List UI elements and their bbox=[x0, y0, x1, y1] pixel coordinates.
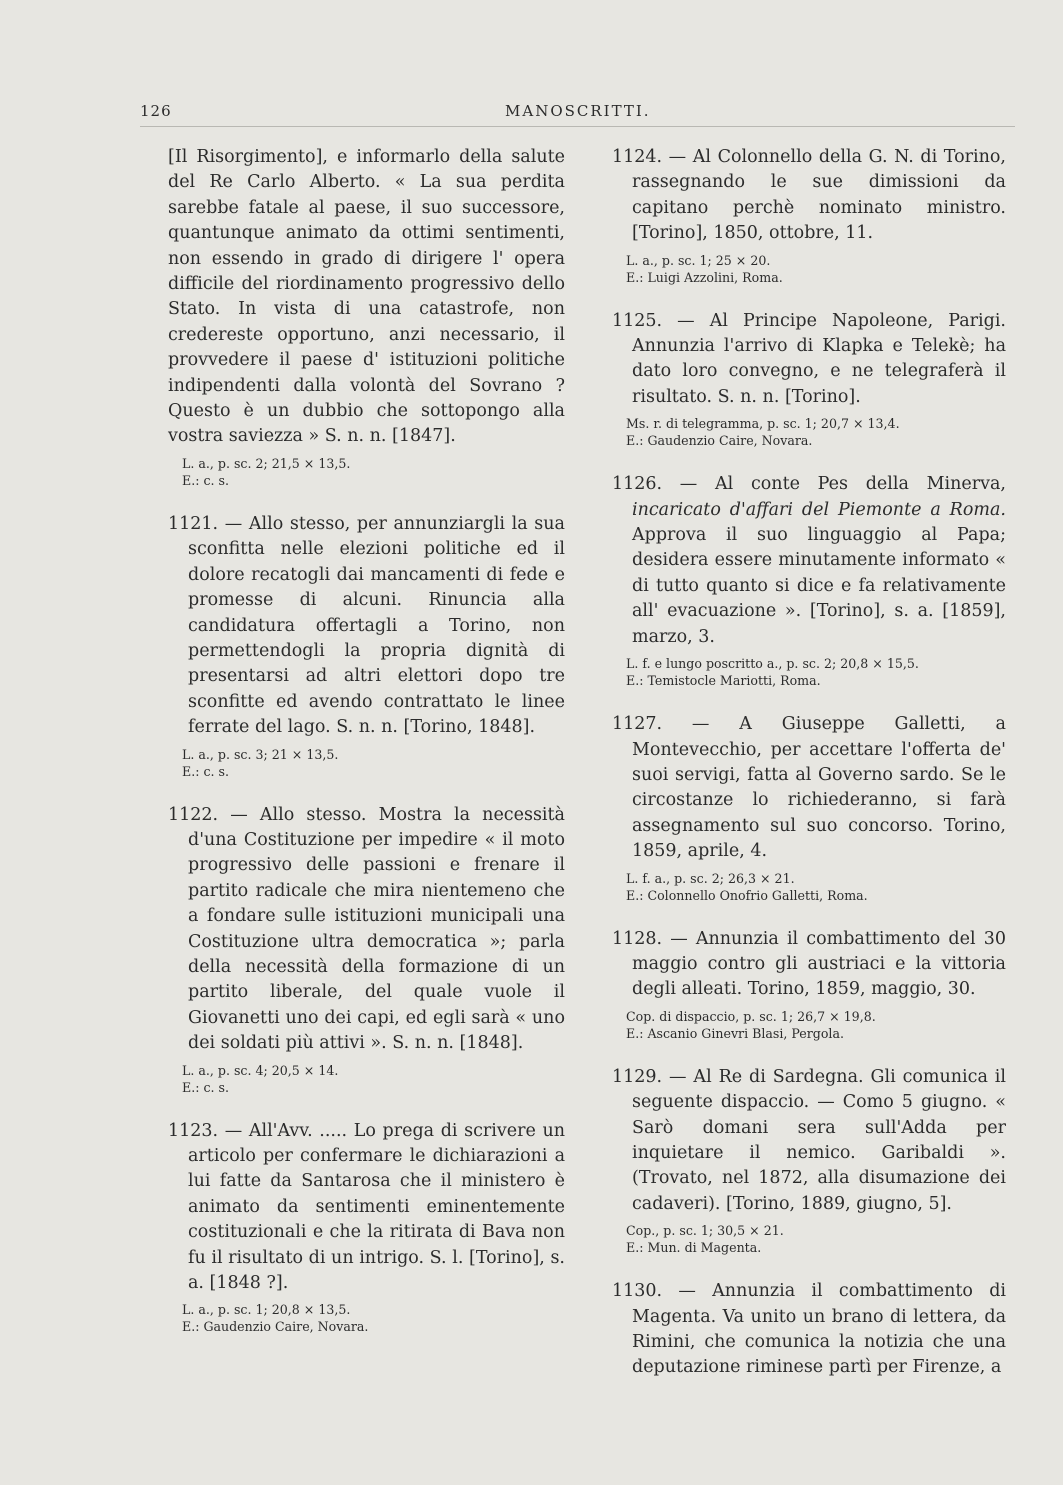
entry-1123 bbox=[168, 1119, 565, 1336]
entry-physical-description: L. a., p. sc. 1; 25 × 20. bbox=[626, 252, 771, 268]
running-title: MANOSCRITTI. bbox=[505, 102, 651, 120]
entry-physical-description: Ms. r. di telegramma, p. sc. 1; 20,7 × 13,4. bbox=[626, 416, 900, 432]
entry-1124 bbox=[612, 145, 1006, 286]
entry-text: 1124. — Al Colonnello della G. N. di Torino, rassegnando le sue dimissioni da capitano perchè nominato ministro. [Torino], 1850, ottobre, 11. bbox=[612, 147, 1006, 244]
entry-meta bbox=[626, 655, 1006, 689]
entry-1122 bbox=[168, 803, 565, 1096]
entry-text: [Il Risorgimento], e informarlo della salute del Re Carlo Alberto. « La sua perdita sarebbe fatale al paese, il suo successore, quantunque animato da ottimi sentimenti, non essendo in grado di dirigere l' opera difficile del riordinamento progressivo dello Stato. In vista di una catastrofe, non credereste opportuno, anzi necessario, il provvedere il paese d' istituzioni politiche indipendenti dalla volontà del Sovrano ? Questo è un dubbio che sottopongo alla vostra saviezza » S. n. n. [1847]. bbox=[168, 147, 565, 447]
entry-owner: E.: Luigi Azzolini, Roma. bbox=[626, 269, 783, 285]
entry-physical-description: L. f. e lungo poscritto a., p. sc. 2; 20,8 × 15,5. bbox=[626, 656, 919, 672]
entry-meta bbox=[182, 746, 565, 780]
entry-text: 1123. — All'Avv. ..... Lo prega di scrivere un articolo per confermare le dichiarazioni a lui fatte da Santarosa che il ministero è animato da sentimenti eminentemente costituzionali e che la ritirata di Bava non fu il risultato di un intrigo. S. l. [Torino], s. a. [1848 ?]. bbox=[168, 1120, 565, 1294]
entry-text: 1129. — Al Re di Sardegna. Gli comunica il seguente dispaccio. — Como 5 giugno. « Sarò domani sera sull'Adda per inquietare il nemico. Garibaldi ». (Trovato, nel 1872, alla disumazione dei cadaveri). [Torino, 1889, giugno, 5]. bbox=[612, 1066, 1006, 1214]
entry-text: 1130. — Annunzia il combattimento di Magenta. Va unito un brano di lettera, da Rimini, che comunica la notizia che una deputazione riminese partì per Firenze, a bbox=[612, 1281, 1006, 1378]
entry-meta bbox=[626, 1008, 1006, 1042]
entry-text: 1125. — Al Principe Napoleone, Parigi. Annunzia l'arrivo di Klapka e Telekè; ha dato loro convegno, e ne telegraferà il risultato. S. n. n. [Torino]. bbox=[612, 310, 1006, 407]
entry-text: 1121. — Allo stesso, per annunziargli la sua sconfitta nelle elezioni politiche ed il dolore recatogli dai mancamenti di fede e promesse di alcuni. Rinuncia alla candidatura offertagli a Torino, non permettendogli la propria dignità di presentarsi ad altri elettori dopo tre sconfitte ed avendo contrattato le linee ferrate del lago. S. n. n. [Torino, 1848]. bbox=[168, 513, 565, 738]
entry-meta bbox=[182, 1301, 565, 1335]
entry-text: 1122. — Allo stesso. Mostra la necessità d'una Costituzione per impedire « il moto progressivo delle passioni e frenare il partito radicale che mira nientemeno che a fondare sulle istituzioni municipali una Costituzione ultra democratica »; parla della necessità della formazione di un partito liberale, del quale vuole il Giovanetti uno dei capi, ed egli sarà « uno dei soldati più attivi ». S. n. n. [1848]. bbox=[168, 804, 565, 1054]
entry-1129 bbox=[612, 1065, 1006, 1256]
entry-text-start: 1126. — Al conte Pes della Minerva, bbox=[612, 474, 1006, 495]
entry-1126 bbox=[612, 472, 1006, 689]
entry-1121 bbox=[168, 512, 565, 780]
entry-1130 bbox=[612, 1279, 1006, 1381]
entry-physical-description: L. a., p. sc. 2; 21,5 × 13,5. bbox=[182, 455, 351, 471]
entry-1120-continuation bbox=[168, 145, 565, 489]
page-number: 126 bbox=[140, 102, 172, 120]
entry-text bbox=[612, 472, 1006, 650]
entry-owner: E.: Mun. di Magenta. bbox=[626, 1240, 762, 1256]
entry-physical-description: L. a., p. sc. 4; 20,5 × 14. bbox=[182, 1062, 339, 1078]
entry-1128 bbox=[612, 927, 1006, 1042]
entry-meta bbox=[626, 415, 1006, 449]
page-header bbox=[140, 96, 1015, 127]
entry-owner: E.: Colonnello Onofrio Galletti, Roma. bbox=[626, 887, 868, 903]
entry-physical-description: Cop. di dispaccio, p. sc. 1; 26,7 × 19,8. bbox=[626, 1008, 876, 1024]
entry-owner: E.: c. s. bbox=[182, 1079, 229, 1095]
entry-text: 1127. — A Giuseppe Galletti, a Montevecchio, per accettare l'offerta de' suoi servigi, fatta al Governo sardo. Se le circostanze lo richiederanno, si farà assegnamento sul suo concorso. Torino, 1859, aprile, 4. bbox=[612, 714, 1006, 862]
entry-owner: E.: Gaudenzio Caire, Novara. bbox=[182, 1319, 369, 1335]
entry-meta bbox=[626, 870, 1006, 904]
entry-owner: E.: c. s. bbox=[182, 763, 229, 779]
entry-physical-description: L. a., p. sc. 1; 20,8 × 13,5. bbox=[182, 1302, 351, 1318]
entry-meta bbox=[182, 1062, 565, 1096]
entry-text: 1128. — Annunzia il combattimento del 30 maggio contro gli austriaci e la vittoria degli alleati. Torino, 1859, maggio, 30. bbox=[612, 928, 1006, 1000]
entry-physical-description: Cop., p. sc. 1; 30,5 × 21. bbox=[626, 1223, 784, 1239]
entry-owner: E.: Gaudenzio Caire, Novara. bbox=[626, 433, 813, 449]
entry-owner: E.: Ascanio Ginevri Blasi, Pergola. bbox=[626, 1025, 844, 1041]
entry-physical-description: L. a., p. sc. 3; 21 × 13,5. bbox=[182, 746, 339, 762]
entry-meta bbox=[182, 455, 565, 489]
right-column bbox=[612, 145, 1006, 1404]
entry-owner: E.: Temistocle Mariotti, Roma. bbox=[626, 673, 821, 689]
entry-1127 bbox=[612, 712, 1006, 903]
entry-meta bbox=[626, 252, 1006, 286]
entry-physical-description: L. f. a., p. sc. 2; 26,3 × 21. bbox=[626, 870, 795, 886]
entry-meta bbox=[626, 1222, 1006, 1256]
entry-1125 bbox=[612, 309, 1006, 450]
entry-text-italic: incaricato d'affari del Piemonte a Roma. bbox=[632, 499, 1006, 520]
entry-text-end: Approva il suo linguaggio al Papa; desidera essere minutamente informato « di tutto quanto si dice e fa relativamente all' evacuazione ». [Torino], s. a. [1859], marzo, 3. bbox=[632, 525, 1006, 647]
left-column bbox=[168, 145, 565, 1358]
entry-owner: E.: c. s. bbox=[182, 472, 229, 488]
